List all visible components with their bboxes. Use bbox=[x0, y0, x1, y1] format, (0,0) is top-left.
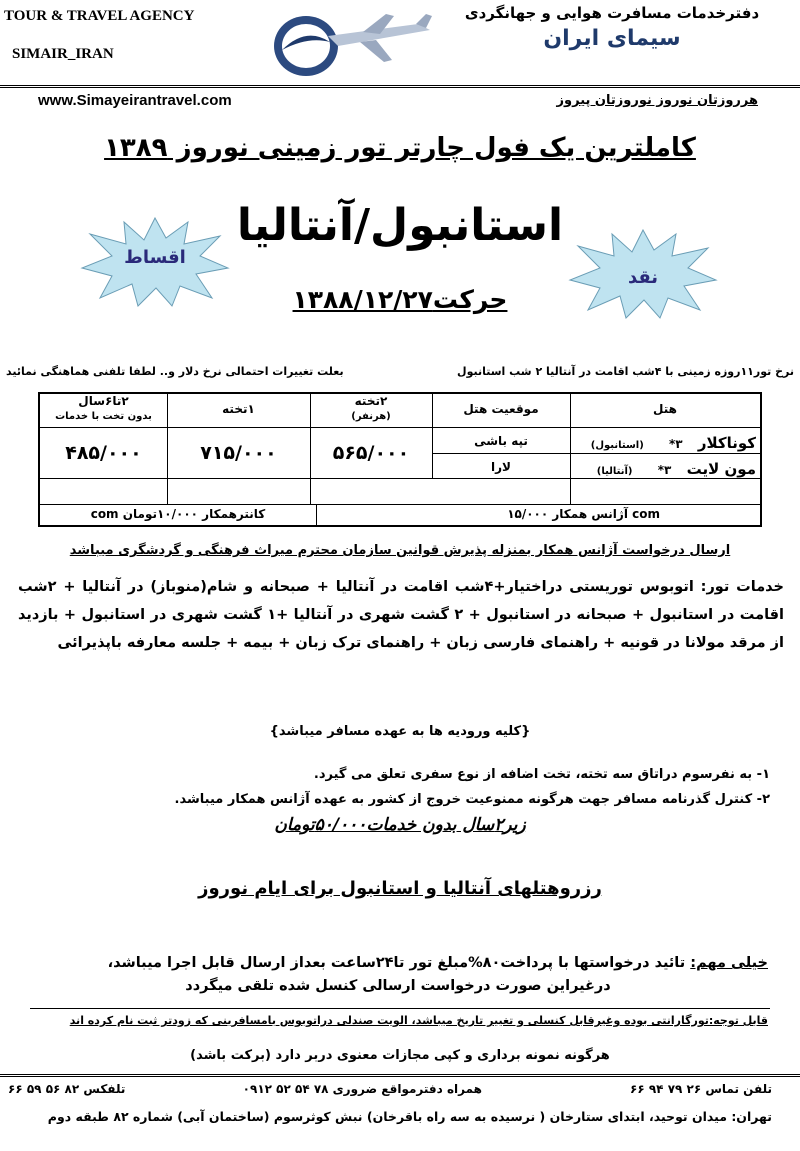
counter-commission bbox=[40, 507, 316, 521]
divider bbox=[30, 1008, 770, 1009]
agency-fa-block bbox=[432, 4, 792, 51]
departure-date: حرکت۱۳۸۸/۱۲/۲۷ bbox=[292, 285, 508, 314]
hotel-location-1: تپه باشی bbox=[474, 434, 528, 448]
important-notice bbox=[28, 952, 768, 998]
hotel-reservation-title: رزروهتلهای آنتالیا و استانبول برای ایام نوروز bbox=[198, 878, 602, 899]
pricing-note-duration: نرخ تور۱۱روزه زمینی با ۴شب اقامت در آنتالیا ۲ شب استانبول bbox=[457, 365, 794, 378]
tour-services: خدمات تور: اتوبوس توریستی دراختیار+۴شب اقامت در آنتالیا + صبحانه و شام(منوباز) در آنتالیا + ۲شب اقامت در استانبول + صبحانه در استانبول + ۲ گشت شهری در آنتالیا +۱ گشت شهری در استانبول + بازدید از مرقد مولانا در قونیه + راهنمای فارسی زبان + راهنمای ترک زبان + بیمه + جلسه معارفه باپذیرائی bbox=[18, 579, 784, 651]
header bbox=[0, 0, 800, 88]
fax-number[interactable]: تلفکس ۸۲ ۵۶ ۵۹ ۶۶ bbox=[8, 1082, 126, 1096]
col-single-header: ۱تخته bbox=[222, 402, 255, 416]
agency-commission-value: آژانس همکار ۱۵/۰۰۰ bbox=[507, 507, 628, 521]
hotel-city: (استانبول) bbox=[590, 440, 644, 451]
col-child-header bbox=[40, 394, 167, 424]
attention-note: قابل توجه:تورگارانتی بوده وغیرقابل کنسلی و تغییر تاریخ میباشد، الویت صندلی دراتوبوس بامسافرینی که زودتر ثبت نام کرده اند bbox=[69, 1014, 768, 1027]
hotel-location-2: لارا bbox=[491, 460, 511, 474]
agency-en-block bbox=[4, 4, 279, 82]
important-label: خیلی مهم: bbox=[690, 955, 768, 971]
phone-number[interactable]: تلفن تماس ۲۶ ۷۹ ۹۴ ۶۶ bbox=[630, 1082, 772, 1096]
price-child: ۴۸۵/۰۰۰ bbox=[65, 442, 142, 464]
hotel-row-1 bbox=[570, 434, 760, 452]
important-text-2: درغیراین صورت درخواست ارسالی کنسل شده تلقی میگردد bbox=[185, 978, 611, 994]
agency-code: SIMAIR_IRAN bbox=[12, 46, 114, 62]
important-text-1: تائید درخواستها با پرداخت۸۰%مبلغ تور تا۲۴ساعت بعداز ارسال قابل اجرا میباشد، bbox=[107, 955, 686, 971]
col-twin-header bbox=[310, 394, 432, 424]
counter-commission-value: کانترهمکار ۱۰/۰۰۰تومان bbox=[122, 507, 266, 521]
hotel-row-2 bbox=[570, 460, 760, 478]
price-table bbox=[38, 392, 762, 527]
agency-name-en: TOUR & TRAVEL AGENCY bbox=[4, 8, 195, 24]
agency-brand-fa: سیمای ایران bbox=[543, 26, 681, 51]
notes-list bbox=[30, 762, 770, 812]
footer bbox=[0, 1074, 800, 1151]
col-child-label: ۲تا۶سال bbox=[78, 394, 129, 408]
agency-name-fa: دفترخدمات مسافرت هوایی و جهانگردی bbox=[464, 4, 760, 22]
entrance-fee-note: {کلیه ورودیه ها به عهده مسافر میباشد} bbox=[269, 724, 531, 739]
cash-label: نقد bbox=[627, 267, 659, 288]
col-twin-label: ۲تخته bbox=[354, 394, 388, 408]
contact-row bbox=[8, 1082, 772, 1104]
pricing-note-dollar: بعلت تغییرات احتمالی نرخ دلار و.. لطفا تلفنی هماهنگی نمائید bbox=[6, 365, 344, 378]
hotel-city: (آنتالیا) bbox=[596, 466, 633, 477]
office-address: تهران: میدان توحید، ابتدای ستارخان ( نرسیده به سه راه باقرخان) نبش کوثرسوم (ساختمان آبی) شماره ۸۲ طبقه دوم bbox=[47, 1109, 772, 1124]
installment-label: اقساط bbox=[124, 247, 186, 268]
hotel-stars: ۳* bbox=[657, 463, 672, 477]
agency-commission-suffix: com bbox=[632, 507, 660, 521]
rules-acceptance: ارسال درخواست آژانس همکار بمنزله پذیرش قوانین سازمان محترم میراث فرهنگی و گردشگری میباشد bbox=[69, 543, 731, 558]
col-hotel-header: هتل bbox=[653, 402, 677, 416]
destination-title: استانبول/آنتالیا bbox=[236, 200, 564, 251]
col-location-header: موقعیت هتل bbox=[463, 402, 539, 416]
slogan: هرروزتان نوروز نوروزتان پیروز bbox=[556, 93, 758, 108]
website-url[interactable]: www.Simayeirantravel.com bbox=[38, 92, 232, 109]
counter-commission-suffix: com bbox=[90, 507, 119, 521]
price-twin: ۵۶۵/۰۰۰ bbox=[332, 442, 410, 464]
price-single: ۷۱۵/۰۰۰ bbox=[200, 442, 277, 464]
hotel-name: مون لایت bbox=[686, 460, 756, 478]
infant-price: زیر۲سال بدون خدمات۵۰/۰۰۰تومان bbox=[274, 815, 526, 835]
airplane-globe-icon bbox=[268, 6, 438, 82]
hotel-name: کوناکلار bbox=[697, 434, 756, 452]
col-child-sub: بدون تخت با خدمات bbox=[55, 411, 152, 422]
mobile-number[interactable]: همراه دفترمواقع ضروری ۷۸ ۵۴ ۵۲ ۰۹۱۲ bbox=[242, 1082, 482, 1096]
note-item: ۱- به نفرسوم دراتاق سه تخته، تخت اضافه از نوع سفری تعلق می گیرد. bbox=[313, 767, 770, 782]
copyright-note: هرگونه نمونه برداری و کپی مجازات معنوی دربر دارد (برکت باشد) bbox=[190, 1048, 610, 1063]
page-headline: کاملترین یک فول چارتر تور زمینی نوروز ۱۳۸۹ bbox=[104, 133, 696, 163]
hotel-stars: ۳* bbox=[669, 437, 683, 451]
important-line-1 bbox=[28, 952, 768, 975]
cash-badge bbox=[568, 228, 718, 320]
agency-commission bbox=[316, 507, 760, 521]
col-twin-sub: (هرنفر) bbox=[351, 411, 391, 422]
note-item: ۲- کنترل گذرنامه مسافر جهت هرگونه ممنوعیت خروج از کشور به عهده آژانس همکار میباشد. bbox=[174, 792, 770, 807]
agency-logo bbox=[268, 6, 438, 82]
pricing-note bbox=[6, 365, 794, 385]
